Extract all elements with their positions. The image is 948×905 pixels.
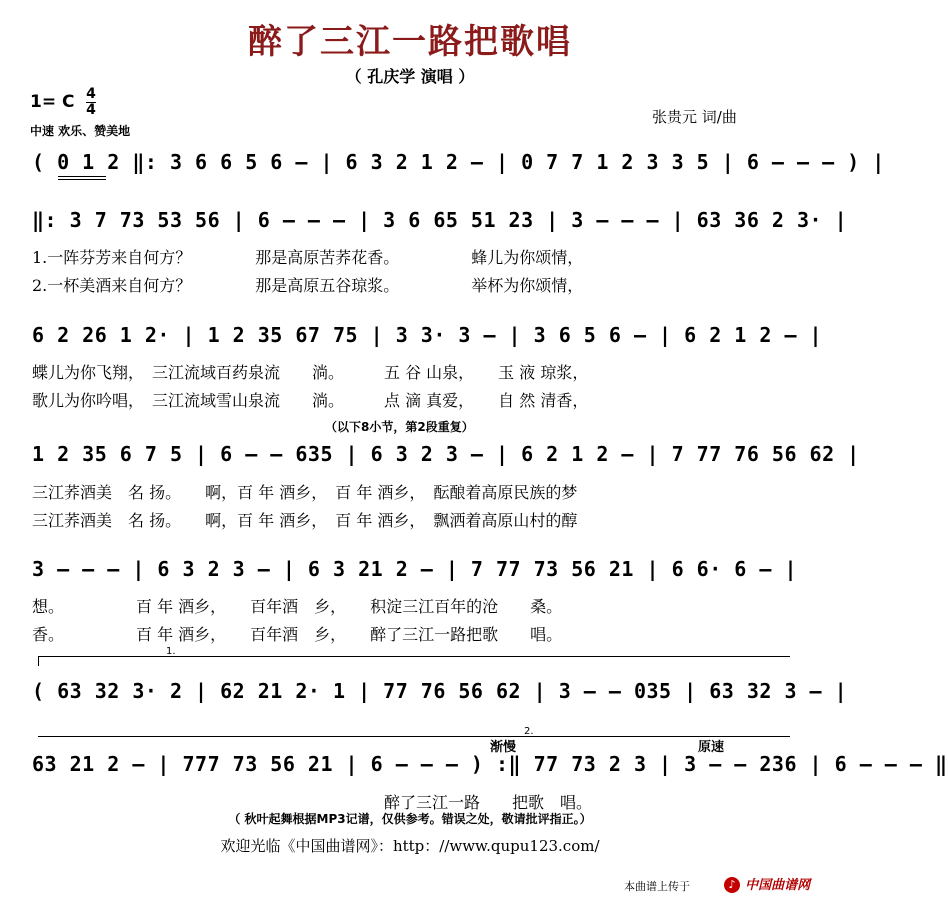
score-row-1-notes: ( 0 1 2 ‖: 3 6 6 5 6 – | 6 3 2 1 2 – | 0 7 7 1 2 3 3 5 | 6 – – – ) | [32, 150, 885, 174]
ritardando-mark: 渐慢 [490, 740, 517, 755]
upload-label: 本曲谱上传于 [624, 880, 690, 893]
score-row-6-notes: ( 63 32 3· 2 | 62 21 2· 1 | 77 76 56 62 | 3 – – 035 | 63 32 3 – | [32, 679, 848, 703]
score-row-5-notes: 3 – – – | 6 3 2 3 – | 6 3 21 2 – | 7 77 73 56 21 | 6 6· 6 – | [32, 557, 798, 581]
score-row-2-lyric-2: 2.一杯美酒来自何方？ 那是高原五谷琼浆。 举杯为你颂情， [32, 276, 584, 295]
score-row-2-lyric-1: 1.一阵芬芳来自何方？ 那是高原苦荞花香。 蜂儿为你颂情， [32, 248, 584, 267]
singer-credit: （ 孔庆学 演唱 ） [345, 67, 475, 86]
score-row-4-lyric-1: 三江荞酒美 名 扬。 啊，百 年 酒乡， 百 年 酒乡， 酝酿着高原民族的梦 [32, 483, 578, 502]
meter-top: 4 [86, 86, 96, 102]
time-signature [86, 87, 96, 118]
score-row-4-notes: 1 2 35 6 7 5 | 6 – – 635 | 6 3 2 3 – | 6 2 1 2 – | 7 77 76 56 62 | [32, 442, 860, 466]
score-row-3-lyric-2: 歌儿为你吟唱， 三江流域雪山泉流 淌。 点 滴 真爱， 自 然 清香， [32, 391, 589, 410]
score-row-3-notes: 6 2 26 1 2· | 1 2 35 67 75 | 3 3· 3 – | 3 6 5 6 – | 6 2 1 2 – | [32, 323, 823, 347]
logo-icon: ♪ [724, 877, 740, 893]
volta-1-label: 1. [166, 646, 176, 657]
transcriber-note: （ 秋叶起舞根据MP3记谱，仅供参考。错误之处，敬请批评指正。） [228, 812, 592, 826]
repeat-note: （以下8小节，第2段重复） [325, 420, 474, 434]
meter-bottom: 4 [86, 102, 96, 118]
key-signature: 1= C [30, 92, 75, 112]
score-row-5-lyric-2: 香。 百 年 酒乡， 百年酒 乡， 醉了三江一路把歌 唱。 [32, 625, 563, 644]
score-row-2-notes: ‖: 3 7 73 53 56 | 6 – – – | 3 6 65 51 23 | 3 – – – | 63 36 2 3· | [32, 208, 848, 232]
score-row-4-lyric-2: 三江荞酒美 名 扬。 啊，百 年 酒乡， 百 年 酒乡， 飘洒着高原山村的醇 [32, 511, 578, 530]
song-title: 醉了三江一路把歌唱 [248, 22, 572, 62]
volta-2-label: 2. [524, 726, 534, 737]
a-tempo-mark: 原速 [698, 740, 725, 755]
logo-text: 中国曲谱网 [745, 878, 811, 893]
composer-credit: 张贵元 词/曲 [652, 108, 737, 126]
site-link[interactable]: 欢迎光临《中国曲谱网》：http：//www.qupu123.com/ [220, 837, 600, 855]
score-row-5-lyric-1: 想。 百 年 酒乡， 百年酒 乡， 积淀三江百年的沧 桑。 [32, 597, 563, 616]
score-row-7-notes: 63 21 2 – | 777 73 56 21 | 6 – – – ) :‖ 77 73 2 3 | 3 – – 236 | 6 – – – ‖ [32, 752, 948, 776]
tempo-marking: 中速 欢乐、赞美地 [30, 124, 131, 138]
score-row-7-lyric: 醉了三江一路 把歌 唱。 [32, 793, 593, 812]
score-row-3-lyric-1: 蝶儿为你飞翔， 三江流域百药泉流 淌。 五 谷 山泉， 玉 液 琼浆， [32, 363, 589, 382]
site-logo[interactable] [724, 874, 814, 896]
